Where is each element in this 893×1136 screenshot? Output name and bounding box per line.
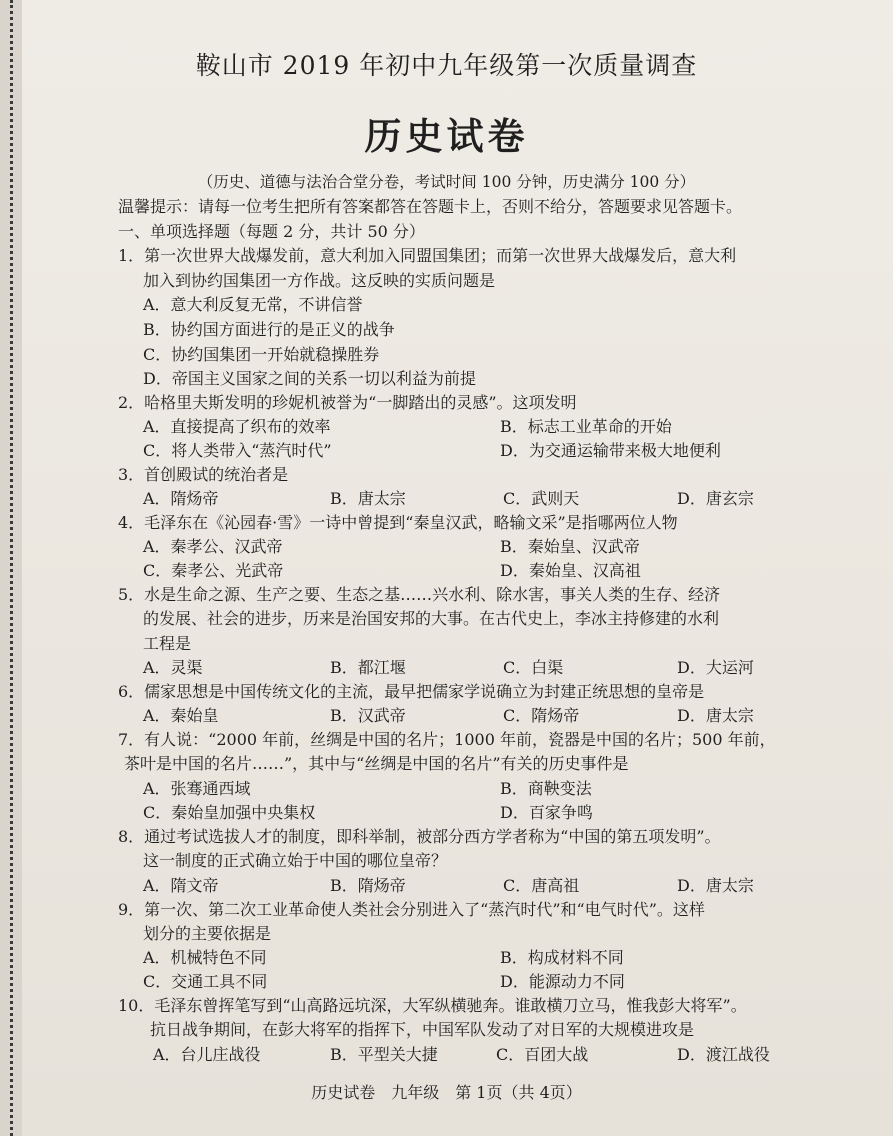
question-8-option-a: A．隋文帝 xyxy=(143,876,219,895)
question-8-stem-line: 8．通过考试选拔人才的制度，即科举制，被部分西方学者称为“中国的第五项发明”。 xyxy=(118,827,721,846)
exam-title: 鞍山市 2019 年初中九年级第一次质量调查 xyxy=(195,51,698,80)
question-10-option-c: C．百团大战 xyxy=(496,1045,589,1064)
question-10-stem-line: 10．毛泽东曾挥笔写到“山高路远坑深，大军纵横驰奔。谁敢横刀立马，惟我彭大将军”。 xyxy=(118,996,747,1015)
question-2-option-a: A．直接提高了织布的效率 xyxy=(143,417,331,436)
question-4-option-b: B．秦始皇、汉武帝 xyxy=(500,537,640,556)
question-7-stem-line: 7．有人说：“2000 年前，丝绸是中国的名片；1000 年前，瓷器是中国的名片；500 年前， xyxy=(118,730,776,749)
question-6-option-a: A．秦始皇 xyxy=(143,706,219,725)
question-4-option-a: A．秦孝公、汉武帝 xyxy=(143,537,283,556)
question-7-option-a: A．张骞通西域 xyxy=(143,779,251,798)
question-10-option-d: D．渡江战役 xyxy=(677,1045,770,1064)
question-9-option-a: A．机械特色不同 xyxy=(143,948,267,967)
question-7-stem-line: 茶叶是中国的名片……”，其中与“丝绸是中国的名片”有关的历史事件是 xyxy=(124,754,629,773)
question-2-option-d: D．为交通运输带来极大地便利 xyxy=(500,441,721,460)
question-4-option-c: C．秦孝公、光武帝 xyxy=(143,561,284,580)
question-6-stem-line: 6．儒家思想是中国传统文化的主流，最早把儒家学说确立为封建正统思想的皇帝是 xyxy=(118,682,705,701)
question-5-option-c: C．白渠 xyxy=(503,658,564,677)
question-1-stem-line: 1．第一次世界大战爆发前，意大利加入同盟国集团；而第一次世界大战爆发后，意大利 xyxy=(118,246,737,265)
question-1-option-d: D．帝国主义国家之间的关系一切以利益为前提 xyxy=(143,369,476,388)
question-3-option-a: A．隋炀帝 xyxy=(143,489,219,508)
question-9-option-d: D．能源动力不同 xyxy=(500,972,625,991)
question-8-option-d: D．唐太宗 xyxy=(677,876,754,895)
question-2-option-c: C．将人类带入“蒸汽时代” xyxy=(143,441,332,460)
question-8-stem-line: 这一制度的正式确立始于中国的哪位皇帝？ xyxy=(143,851,448,870)
subject-title: 历史试卷 xyxy=(364,114,529,158)
question-10-option-a: A．台儿庄战役 xyxy=(153,1045,261,1064)
question-10-stem-line: 抗日战争期间，在彭大将军的指挥下，中国军队发动了对日军的大规模进攻是 xyxy=(150,1020,695,1039)
question-8-option-b: B．隋炀帝 xyxy=(330,876,406,895)
question-6-option-d: D．唐太宗 xyxy=(677,706,754,725)
question-3-option-b: B．唐太宗 xyxy=(330,489,406,508)
question-3-stem-line: 3．首创殿试的统治者是 xyxy=(118,465,289,484)
page-footer: 历史试卷 九年级 第 1页（共 4页） xyxy=(311,1083,582,1102)
question-3-option-c: C．武则天 xyxy=(503,489,580,508)
question-5-stem-line: 5．水是生命之源、生产之要、生态之基……兴水利、除水害，事关人类的生存、经济 xyxy=(118,585,721,604)
question-7-option-d: D．百家争鸣 xyxy=(500,803,593,822)
question-1-option-a: A．意大利反复无常，不讲信誉 xyxy=(143,295,363,314)
question-5-option-b: B．都江堰 xyxy=(330,658,406,677)
question-4-stem-line: 4．毛泽东在《沁园春·雪》一诗中曾提到“秦皇汉武，略输文采”是指哪两位人物 xyxy=(118,513,678,532)
question-1-stem-line: 加入到协约国集团一方作战。这反映的实质问题是 xyxy=(143,271,496,290)
question-9-stem-line: 9．第一次、第二次工业革命使人类社会分别进入了“蒸汽时代”和“电气时代”。这样 xyxy=(118,900,705,919)
question-9-stem-line: 划分的主要依据是 xyxy=(143,924,272,943)
question-4-option-d: D．秦始皇、汉高祖 xyxy=(500,561,641,580)
question-6-option-c: C．隋炀帝 xyxy=(503,706,580,725)
question-9-option-b: B．构成材料不同 xyxy=(500,948,624,967)
question-1-option-c: C．协约国集团一开始就稳操胜券 xyxy=(143,345,380,364)
question-5-option-a: A．灵渠 xyxy=(143,658,203,677)
question-5-stem-line: 的发展、社会的进步，历来是治国安邦的大事。在古代史上，李冰主持修建的水利 xyxy=(143,609,720,628)
question-1-option-b: B．协约国方面进行的是正义的战争 xyxy=(143,320,395,339)
question-6-option-b: B．汉武帝 xyxy=(330,706,406,725)
question-8-option-c: C．唐高祖 xyxy=(503,876,580,895)
question-10-option-b: B．平型关大捷 xyxy=(330,1045,438,1064)
question-5-stem-line: 工程是 xyxy=(143,634,192,653)
question-9-option-c: C．交通工具不同 xyxy=(143,972,268,991)
question-7-option-c: C．秦始皇加强中央集权 xyxy=(143,803,316,822)
notice: 温馨提示：请每一位考生把所有答案都答在答题卡上，否则不给分，答题要求见答题卡。 xyxy=(118,197,743,216)
question-3-option-d: D．唐玄宗 xyxy=(677,489,754,508)
question-2-option-b: B．标志工业革命的开始 xyxy=(500,417,672,436)
question-2-stem-line: 2．哈格里夫斯发明的珍妮机被誉为“一脚踏出的灵感”。这项发明 xyxy=(118,393,577,412)
section-heading: 一、单项选择题（每题 2 分，共计 50 分） xyxy=(118,222,425,241)
question-7-option-b: B．商鞅变法 xyxy=(500,779,592,798)
question-5-option-d: D．大运河 xyxy=(677,658,754,677)
exam-info: （历史、道德与法治合堂分卷，考试时间 100 分钟，历史满分 100 分） xyxy=(197,173,696,191)
